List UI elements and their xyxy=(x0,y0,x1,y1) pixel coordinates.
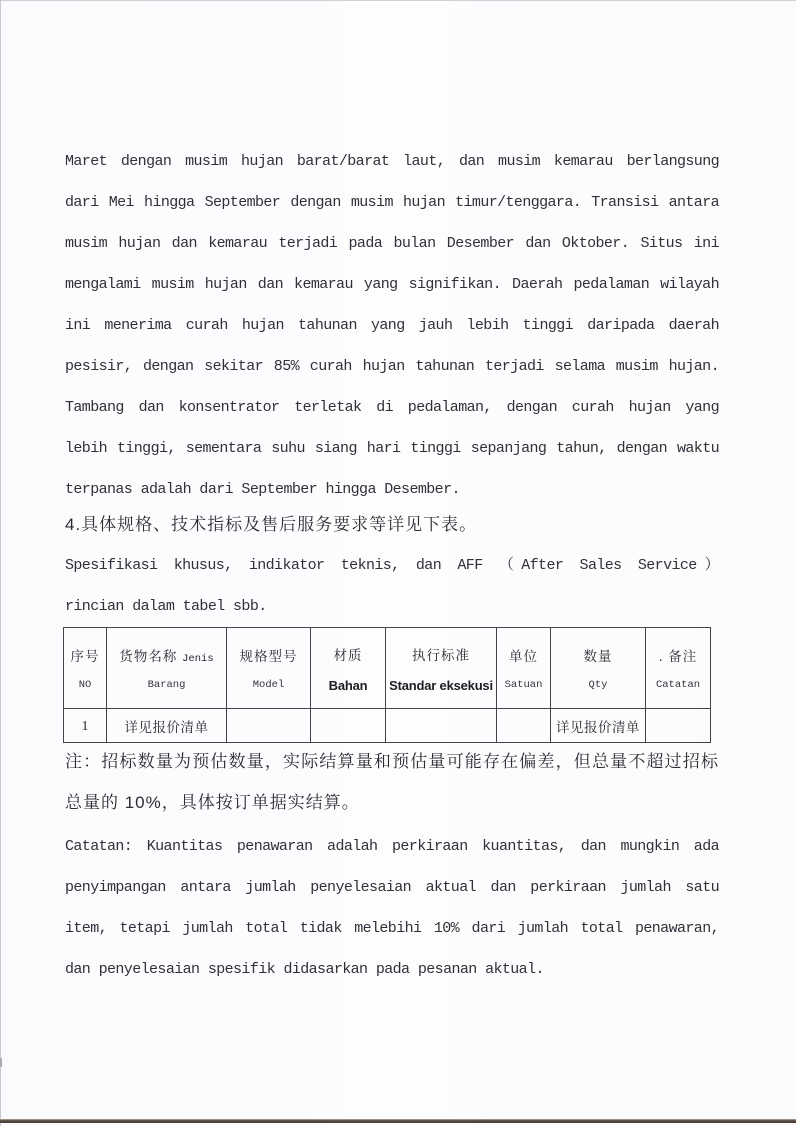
paragraph-line: dari Mei hingga September dengan musim hujan timur/tenggara. Transisi antara xyxy=(65,194,719,211)
spec-table xyxy=(63,627,711,743)
paragraph-line: musim hujan dan kemarau terjadi pada bulan Desember dan Oktober. Situs ini xyxy=(65,235,719,252)
section-heading-id-1: Spesifikasi khusus, indikator teknis, dan AFF （After Sales Service） xyxy=(65,557,719,574)
col-header-goods xyxy=(107,628,227,709)
col-header-model-zh: 规格型号 xyxy=(239,649,298,664)
col-header-goods-zh: 货物名称 Jenis xyxy=(119,649,214,665)
paragraph-climate xyxy=(65,141,719,510)
paragraph-line: ini menerima curah hujan tahunan yang jauh lebih tinggi daripada daerah xyxy=(65,317,719,334)
cell-model xyxy=(227,709,311,743)
col-header-model xyxy=(227,628,311,709)
note-zh xyxy=(65,741,719,823)
paragraph-line: terpanas adalah dari September hingga Desember. xyxy=(65,481,460,498)
scan-edge-nick xyxy=(0,1058,2,1067)
paragraph-line: pesisir, dengan sekitar 85% curah hujan tahunan terjadi selama musim hujan. xyxy=(65,358,719,375)
note-id-line: dan penyelesaian spesifik didasarkan pada pesanan aktual. xyxy=(65,961,544,978)
table-header-row xyxy=(64,628,711,709)
paragraph-line: Maret dengan musim hujan barat/barat laut, dan musim kemarau berlangsung xyxy=(65,153,719,170)
cell-unit xyxy=(497,709,551,743)
col-header-goods-suffix: Jenis xyxy=(182,653,214,665)
cell-qty: 详见报价清单 xyxy=(551,709,646,743)
scan-edge-top xyxy=(0,0,796,1)
table-row xyxy=(64,709,711,743)
cell-goods: 详见报价清单 xyxy=(107,709,227,743)
col-header-qty-lat: Qty xyxy=(588,679,608,691)
note-id xyxy=(65,826,719,990)
scan-edge-left xyxy=(0,0,1,1126)
note-id-line: Catatan: Kuantitas penawaran adalah perkiraan kuantitas, dan mungkin ada xyxy=(65,838,719,855)
scan-edge-bottom xyxy=(0,1119,796,1123)
paragraph-line: mengalami musim hujan dan kemarau yang signifikan. Daerah pedalaman wilayah xyxy=(65,276,719,293)
col-header-standard-lat: Standar eksekusi xyxy=(389,677,493,693)
col-header-no xyxy=(64,628,107,709)
col-header-material xyxy=(311,628,386,709)
cell-standard xyxy=(386,709,497,743)
cell-no: 1 xyxy=(64,709,107,743)
col-header-qty xyxy=(551,628,646,709)
col-header-remark xyxy=(646,628,711,709)
note-zh-line: 总量的 10%，具体按订单据实结算。 xyxy=(65,793,360,812)
cell-remark xyxy=(646,709,711,743)
note-id-line: penyimpangan antara jumlah penyelesaian aktual dan perkiraan jumlah satu xyxy=(65,879,719,896)
note-id-line: item, tetapi jumlah total tidak melebihi 10% dari jumlah total penawaran, xyxy=(65,920,719,937)
paragraph-line: Tambang dan konsentrator terletak di pedalaman, dengan curah hujan yang xyxy=(65,399,719,416)
col-header-model-lat: Model xyxy=(252,679,285,691)
note-zh-line: 注：招标数量为预估数量，实际结算量和预估量可能存在偏差，但总量不超过招标 xyxy=(65,752,719,771)
col-header-remark-zh: . 备注 xyxy=(658,649,698,664)
col-header-remark-lat: Catatan xyxy=(655,679,701,691)
col-header-unit-lat: Satuan xyxy=(504,679,543,691)
paragraph-line: lebih tinggi, sementara suhu siang hari tinggi sepanjang tahun, dengan waktu xyxy=(65,440,719,457)
col-header-standard-zh: 执行标准 xyxy=(412,647,470,663)
col-header-unit xyxy=(497,628,551,709)
section-heading-zh: 4.具体规格、技术指标及售后服务要求等详见下表。 xyxy=(65,515,478,534)
col-header-unit-zh: 单位 xyxy=(509,649,538,664)
col-header-standard xyxy=(386,628,497,709)
section-4 xyxy=(65,504,719,627)
col-header-material-lat: Bahan xyxy=(328,677,368,693)
col-header-qty-zh: 数量 xyxy=(583,649,613,664)
section-heading-id-2: rincian dalam tabel sbb. xyxy=(65,598,267,615)
col-header-material-zh: 材质 xyxy=(333,647,363,663)
col-header-no-zh: 序号 xyxy=(70,649,100,664)
col-header-goods-lat: Barang xyxy=(147,679,186,691)
col-header-no-lat: NO xyxy=(78,679,92,691)
cell-material xyxy=(311,709,386,743)
